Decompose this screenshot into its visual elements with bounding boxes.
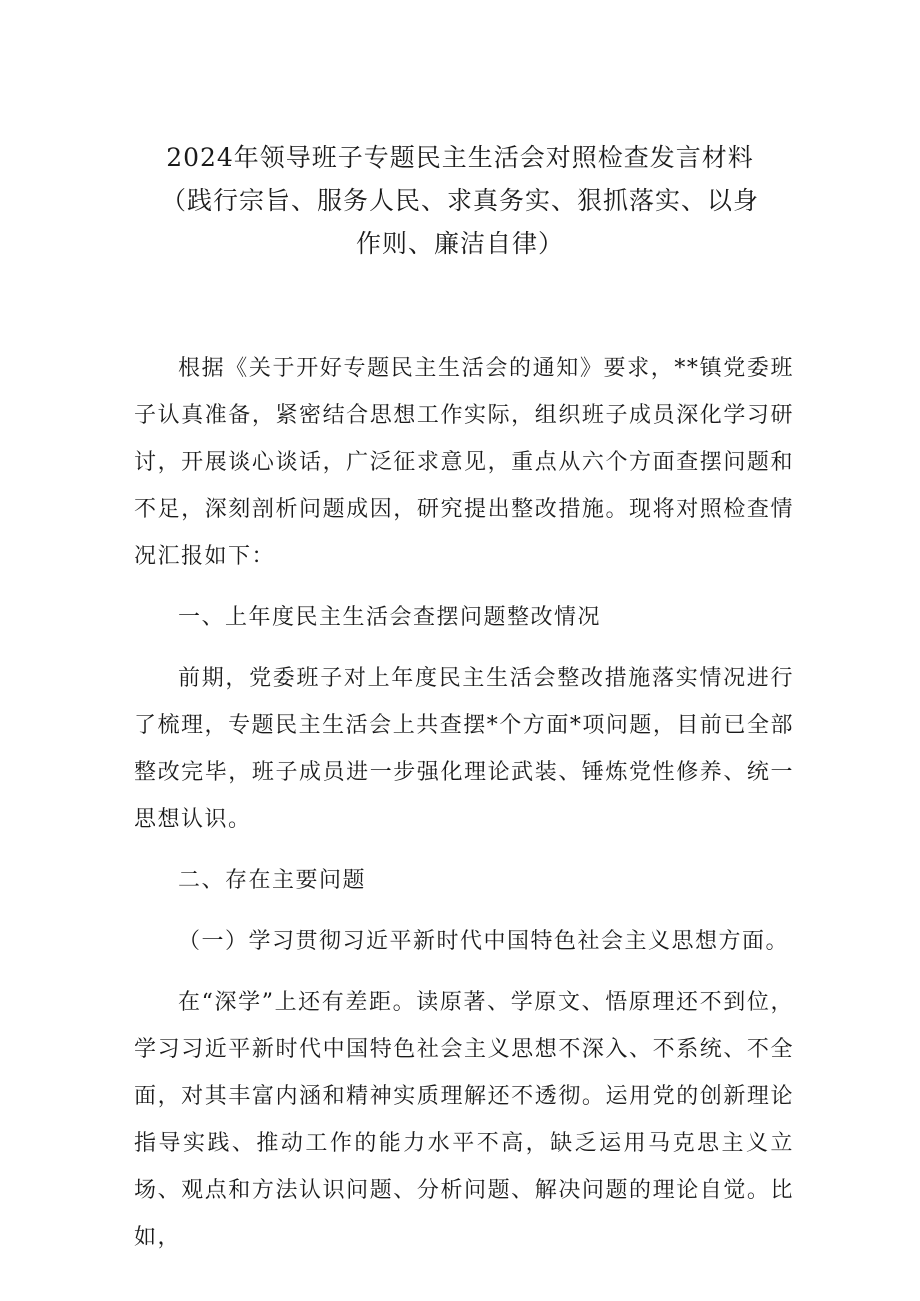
section-1-paragraph: 前期，党委班子对上年度民主生活会整改措施落实情况进行了梳理，专题民主生活会上共查摆*个方面*项问题，目前已全部整改完毕，班子成员进一步强化理论武装、锤炼党性修养、统一思想认识。 bbox=[134, 666, 794, 832]
title-line-1: 2024年领导班子专题民主生活会对照检查发言材料 bbox=[166, 143, 754, 172]
section-1-heading: 一、上年度民主生活会查摆问题整改情况 bbox=[178, 605, 602, 630]
title-line-2: （践行宗旨、服务人民、求真务实、狠抓落实、以身 bbox=[160, 186, 759, 215]
document-body bbox=[134, 345, 794, 1261]
subsection-1-paragraph: 在“深学”上还有差距。读原著、学原文、悟原理还不到位，学习习近平新时代中国特色社会主义思想不深入、不系统、不全面，对其丰富内涵和精神实质理解还不透彻。运用党的创新理论指导实践、推动工作的能力水平不高，缺乏运用马克思主义立场、观点和方法认识问题、分析问题、解决问题的理论自觉。比如， bbox=[134, 990, 794, 1250]
subsection-1-heading: （一）学习贯彻习近平新时代中国特色社会主义思想方面。 bbox=[178, 929, 790, 954]
intro-paragraph: 根据《关于开好专题民主生活会的通知》要求，**镇党委班子认真准备，紧密结合思想工作实际，组织班子成员深化学习研讨，开展谈心谈话，广泛征求意见，重点从六个方面查摆问题和不足，深刻剖析问题成因，研究提出整改措施。现将对照检查情况汇报如下： bbox=[134, 356, 794, 569]
document-title bbox=[120, 136, 800, 265]
title-line-3: 作则、廉洁自律） bbox=[355, 229, 564, 258]
section-2-heading: 二、存在主要问题 bbox=[178, 868, 367, 893]
